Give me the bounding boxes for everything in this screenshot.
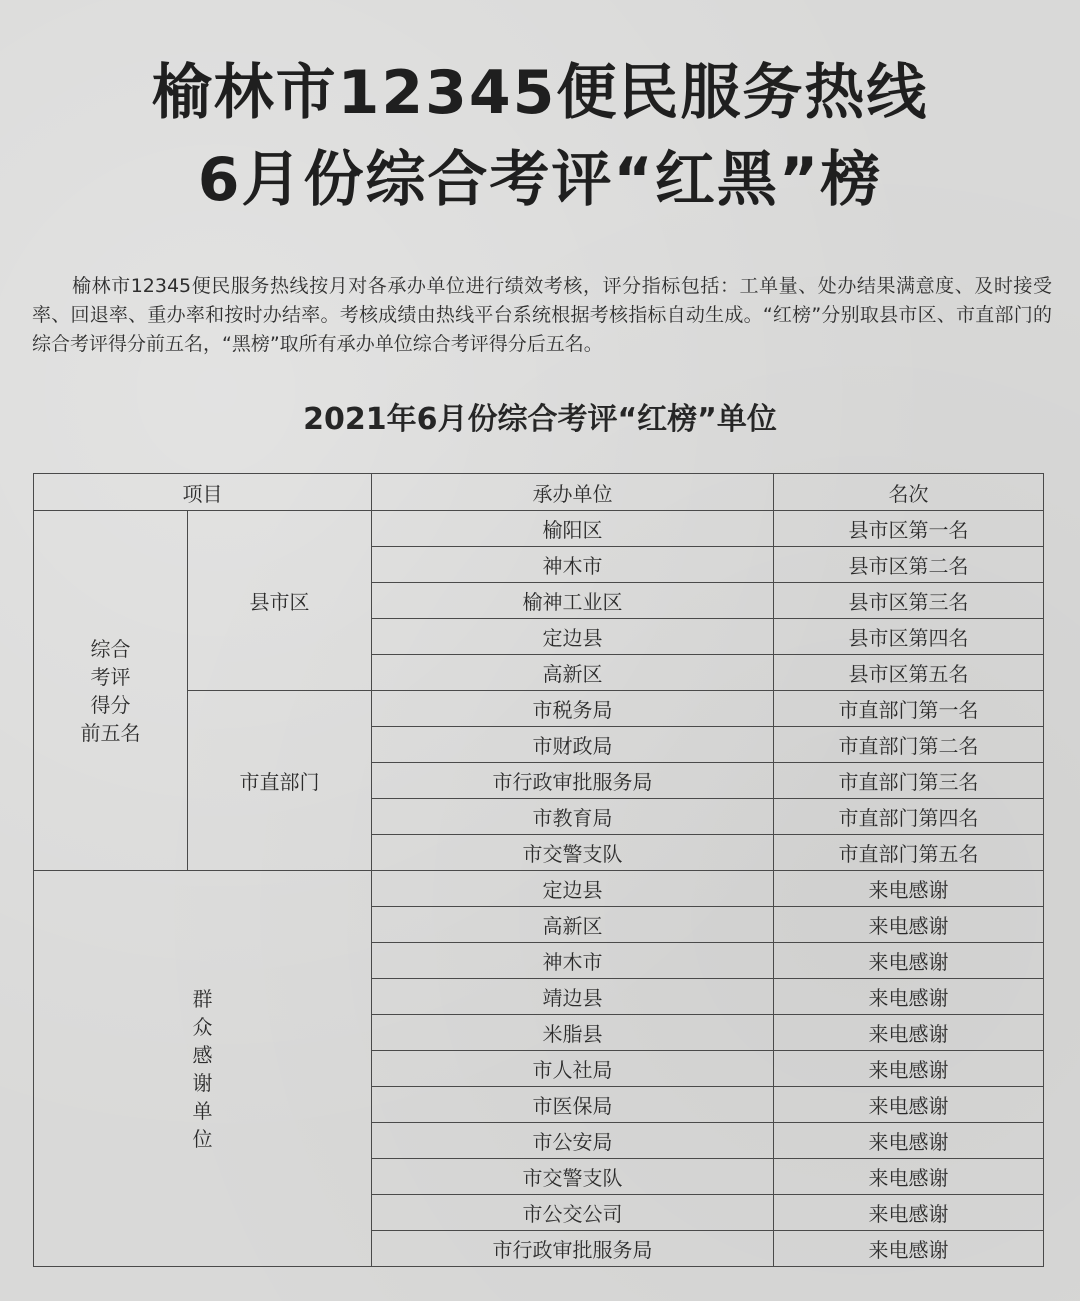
table-row bbox=[34, 871, 1044, 907]
section-label-line: 得分 bbox=[90, 692, 131, 717]
unit-cell: 米脂县 bbox=[372, 1015, 774, 1051]
section-label-line: 前五名 bbox=[80, 720, 141, 745]
rank-cell: 市直部门第五名 bbox=[774, 835, 1044, 871]
rank-cell: 市直部门第三名 bbox=[774, 763, 1044, 799]
rank-cell: 来电感谢 bbox=[774, 907, 1044, 943]
red-list-table bbox=[33, 473, 1044, 1267]
unit-cell: 神木市 bbox=[372, 547, 774, 583]
unit-cell: 榆神工业区 bbox=[372, 583, 774, 619]
rank-cell: 来电感谢 bbox=[774, 1123, 1044, 1159]
header-unit: 承办单位 bbox=[372, 474, 774, 511]
unit-cell: 定边县 bbox=[372, 619, 774, 655]
unit-cell: 市财政局 bbox=[372, 727, 774, 763]
unit-cell: 高新区 bbox=[372, 907, 774, 943]
rank-cell: 来电感谢 bbox=[774, 1015, 1044, 1051]
rank-cell: 市直部门第一名 bbox=[774, 691, 1044, 727]
table-row bbox=[34, 511, 1044, 547]
rank-cell: 县市区第三名 bbox=[774, 583, 1044, 619]
unit-cell: 市教育局 bbox=[372, 799, 774, 835]
section-label-top-five bbox=[34, 511, 188, 871]
table-subtitle: 2021年6月份综合考评“红榜”单位 bbox=[303, 402, 777, 437]
rank-cell: 来电感谢 bbox=[774, 1087, 1044, 1123]
page-title-line2: 6月份综合考评“红黑”榜 bbox=[197, 145, 883, 215]
section-label-thanks bbox=[34, 871, 372, 1267]
unit-cell: 定边县 bbox=[372, 871, 774, 907]
rank-cell: 县市区第五名 bbox=[774, 655, 1044, 691]
unit-cell: 榆阳区 bbox=[372, 511, 774, 547]
rank-cell: 县市区第一名 bbox=[774, 511, 1044, 547]
unit-cell: 高新区 bbox=[372, 655, 774, 691]
unit-cell: 靖边县 bbox=[372, 979, 774, 1015]
header-rank: 名次 bbox=[774, 474, 1044, 511]
unit-cell: 市行政审批服务局 bbox=[372, 763, 774, 799]
group-label-county: 县市区 bbox=[188, 511, 372, 691]
unit-cell: 市交警支队 bbox=[372, 835, 774, 871]
header-item: 项目 bbox=[34, 474, 372, 511]
rank-cell: 来电感谢 bbox=[774, 1051, 1044, 1087]
unit-cell: 神木市 bbox=[372, 943, 774, 979]
unit-cell: 市公交公司 bbox=[372, 1195, 774, 1231]
rank-cell: 来电感谢 bbox=[774, 871, 1044, 907]
unit-cell: 市税务局 bbox=[372, 691, 774, 727]
section-label-line: 综合 bbox=[90, 636, 131, 661]
rank-cell: 来电感谢 bbox=[774, 943, 1044, 979]
page-title-line1: 榆林市12345便民服务热线 bbox=[151, 58, 929, 128]
rank-cell: 来电感谢 bbox=[774, 1231, 1044, 1267]
unit-cell: 市医保局 bbox=[372, 1087, 774, 1123]
section-label-line: 考评 bbox=[90, 664, 131, 689]
rank-cell: 市直部门第四名 bbox=[774, 799, 1044, 835]
section-label-vertical: 群众感谢单位 bbox=[192, 986, 213, 1151]
unit-cell: 市人社局 bbox=[372, 1051, 774, 1087]
unit-cell: 市行政审批服务局 bbox=[372, 1231, 774, 1267]
intro-paragraph: 榆林市12345便民服务热线按月对各承办单位进行绩效考核，评分指标包括：工单量、处办结果满意度、及时接受率、回退率、重办率和按时办结率。考核成绩由热线平台系统根据考核指标自动生成。“红榜”分别取县市区、市直部门的综合考评得分前五名，“黑榜”取所有承办单位综合考评得分后五名。 bbox=[32, 275, 1052, 355]
group-label-city-dept: 市直部门 bbox=[188, 691, 372, 871]
rank-cell: 县市区第二名 bbox=[774, 547, 1044, 583]
unit-cell: 市交警支队 bbox=[372, 1159, 774, 1195]
rank-cell: 来电感谢 bbox=[774, 1195, 1044, 1231]
unit-cell: 市公安局 bbox=[372, 1123, 774, 1159]
rank-cell: 县市区第四名 bbox=[774, 619, 1044, 655]
rank-cell: 来电感谢 bbox=[774, 979, 1044, 1015]
rank-cell: 来电感谢 bbox=[774, 1159, 1044, 1195]
table-header-row bbox=[34, 474, 1044, 511]
rank-cell: 市直部门第二名 bbox=[774, 727, 1044, 763]
